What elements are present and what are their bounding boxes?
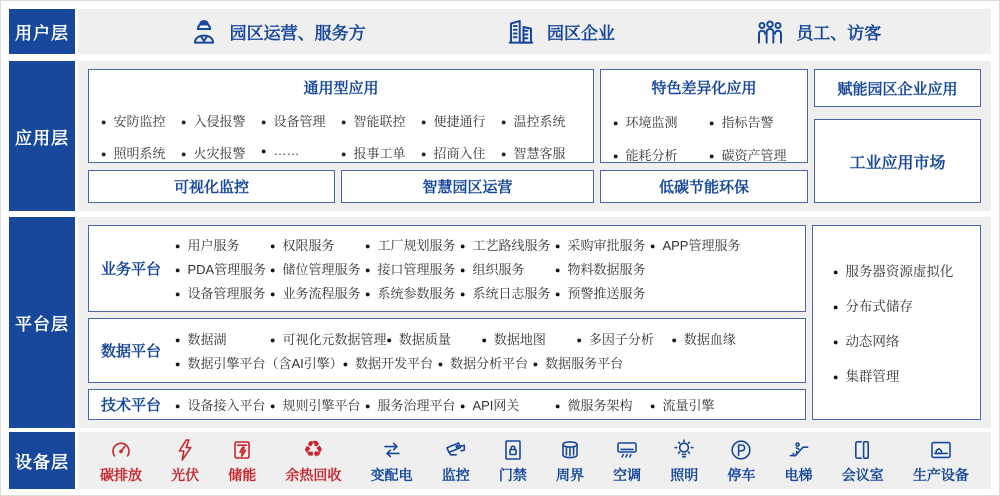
platform-layer-content [78, 217, 991, 428]
bullet-item: ● 系统日志服务 [460, 283, 555, 302]
business-platform-box [88, 225, 806, 312]
general-apps-column [88, 69, 594, 203]
icon-item-label: 空调 [613, 466, 642, 483]
bullet-item: ● 温控系统 [501, 111, 581, 130]
general-apps-box [88, 69, 594, 163]
enterprise-apps-column [814, 69, 981, 203]
bullet-row [601, 112, 807, 131]
air-conditioner-item [613, 437, 641, 485]
platform-layer-label: 平台层 [9, 217, 75, 428]
icon-item-label: 会议室 [841, 466, 884, 483]
parking-item [727, 437, 755, 485]
tech-platform-items [173, 390, 805, 419]
general-apps-title: 通用型应用 [303, 80, 379, 97]
escalator-icon [785, 437, 813, 463]
bullet-item: ● 便捷通行 [421, 111, 501, 130]
bullet-item: ● 集群管理 [833, 365, 980, 385]
bullet-item: ● 数据开发平台 [343, 353, 438, 372]
application-layer-content [78, 61, 991, 211]
bullet-item: ● 数据质量 [386, 329, 481, 348]
bullet-row [173, 329, 805, 348]
bullet-item: ● 可视化元数据管理 [270, 329, 386, 348]
gauge-icon [107, 437, 135, 463]
worker-item [188, 16, 366, 48]
user-layer-row [9, 9, 991, 54]
icon-item-label: 监控 [441, 466, 470, 483]
industrial-app-market-box: 工业应用市场 [814, 119, 981, 203]
bullet-item: ● 权限服务 [270, 235, 365, 254]
cctv-icon [442, 437, 470, 463]
bullet-row [173, 395, 805, 414]
bullet-row [173, 259, 805, 278]
exchange-arrows-item [371, 437, 413, 485]
application-layer-label: 应用层 [9, 61, 75, 211]
bullet-item: ● PDA管理服务 [175, 259, 270, 278]
machine-icon [927, 437, 955, 463]
application-layer-row [9, 61, 991, 211]
bullet-item: ● 报事工单 [341, 143, 421, 162]
bullet-item: ● 采购审批服务 [555, 235, 650, 254]
bullet-item: ● 招商入住 [421, 143, 501, 162]
bullet-item: ● 规则引擎平台 [270, 395, 365, 414]
escalator-item [785, 437, 813, 485]
bullet-item: ● 组织服务 [460, 259, 555, 278]
empower-enterprise-box: 赋能园区企业应用 [814, 69, 981, 107]
bullet-row [89, 111, 593, 130]
bullet-item: ● 安防监控 [101, 111, 181, 130]
bullet-item: ● 预警推送服务 [555, 283, 650, 302]
icon-item-label: 电梯 [784, 466, 813, 483]
people-icon [754, 16, 786, 48]
meeting-room-icon [849, 437, 877, 463]
data-platform-items [173, 324, 805, 377]
bullet-item: ● 智慧客服 [501, 143, 581, 162]
exchange-arrows-icon [378, 437, 406, 463]
bullet-item: ● …… [261, 143, 341, 162]
door-lock-icon [499, 437, 527, 463]
building-item [505, 16, 615, 48]
icon-item-label: 储能 [228, 466, 257, 483]
icon-item-label: 周界 [555, 466, 584, 483]
bullet-item: ● 环境监测 [613, 112, 709, 131]
recycle-icon: ♻ [303, 436, 324, 463]
bullet-item: ● 接口管理服务 [365, 259, 460, 278]
bullet-row [173, 235, 805, 254]
bullet-item: ● 照明系统 [101, 143, 181, 162]
icon-item-label: 余热回收 [285, 466, 342, 483]
bullet-item: ● 物料数据服务 [555, 259, 650, 278]
device-layer-label: 设备层 [9, 432, 75, 489]
bullet-item: ● 分布式储存 [833, 295, 980, 315]
icon-item-label: 碳排放 [100, 466, 142, 483]
infrastructure-box [812, 225, 981, 420]
bullet-row [173, 353, 805, 372]
special-apps-title: 特色差异化应用 [651, 80, 757, 97]
icon-item-label: 生产设备 [912, 466, 969, 483]
machine-item [913, 437, 969, 485]
tech-platform-title: 技术平台 [100, 397, 161, 414]
bullet-row [173, 283, 805, 302]
bullet-item: ● 动态网络 [833, 330, 980, 350]
icon-item-label: 园区运营、服务方 [229, 24, 366, 43]
bullet-item: ● 系统参数服务 [365, 283, 460, 302]
icon-item-label: 变配电 [370, 466, 413, 483]
bullet-item: ● 流量引擎 [650, 395, 745, 414]
bullet-row [89, 143, 593, 162]
business-platform-items [173, 230, 805, 307]
battery-storage-icon [228, 437, 256, 463]
low-carbon-box: 低碳节能环保 [600, 170, 808, 203]
bullet-item: ● APP管理服务 [650, 235, 745, 254]
bullet-item: ● 服务治理平台 [365, 395, 460, 414]
icon-item-label: 门禁 [498, 466, 527, 483]
bullet-item: ● 入侵报警 [181, 111, 261, 130]
bullet-row [601, 145, 807, 164]
bullet-item: ● 工艺路线服务 [460, 235, 555, 254]
bullet-item: ● 数据服务平台 [533, 353, 628, 372]
bullet-item: ● 智能联控 [341, 111, 421, 130]
gauge-item [100, 437, 142, 485]
bullet-item: ● 指标告警 [709, 112, 805, 131]
perimeter-item [556, 437, 584, 485]
bullet-item: ● 业务流程服务 [270, 283, 365, 302]
bullet-item: ● 数据血缘 [671, 329, 766, 348]
people-item [754, 16, 881, 48]
data-platform-box [88, 318, 806, 383]
icon-item-label: 照明 [670, 466, 699, 483]
bullet-item: ● 用户服务 [175, 235, 270, 254]
meeting-room-item [842, 437, 884, 485]
bullet-item: ● 数据引擎平台（含AI引擎） [175, 353, 343, 372]
perimeter-icon [556, 437, 584, 463]
bullet-item: ● 火灾报警 [181, 143, 261, 162]
platform-layer-row [9, 217, 991, 428]
worker-icon [188, 16, 220, 48]
icon-item-label: 园区企业 [546, 24, 615, 43]
building-icon [505, 16, 537, 48]
bullet-item: ● 能耗分析 [613, 145, 709, 164]
user-layer-label: 用户层 [9, 9, 75, 54]
icon-item-label: 员工、访客 [796, 24, 882, 43]
bullet-item: ● 工厂规划服务 [365, 235, 460, 254]
user-layer-content [78, 9, 991, 54]
battery-storage-item [228, 437, 256, 485]
lightning-item [171, 437, 199, 485]
bullet-item: ● 数据分析平台 [438, 353, 533, 372]
special-apps-items [601, 112, 807, 164]
bullet-item: ● 微服务架构 [555, 395, 650, 414]
bullet-item: ● 设备管理 [261, 111, 341, 130]
bullet-item: ● API网关 [460, 395, 555, 414]
light-item [670, 437, 698, 485]
bullet-item: ● 数据湖 [175, 329, 270, 348]
smart-park-operation-box: 智慧园区运营 [341, 170, 594, 203]
bullet-item: ● 碳资产管理 [709, 145, 805, 164]
device-layer-content [78, 432, 991, 489]
business-platform-title: 业务平台 [100, 261, 161, 278]
icon-item-label: 停车 [727, 466, 756, 483]
cctv-item [442, 437, 470, 485]
door-lock-item [499, 437, 527, 485]
lightning-icon [171, 437, 199, 463]
data-platform-title: 数据平台 [100, 343, 161, 360]
tech-platform-box [88, 389, 806, 420]
special-apps-box [600, 69, 808, 163]
bullet-item: ● 数据地图 [481, 329, 576, 348]
air-conditioner-icon [613, 437, 641, 463]
visual-monitoring-box: 可视化监控 [88, 170, 335, 203]
bullet-item: ● 储位管理服务 [270, 259, 365, 278]
device-layer-row [9, 432, 991, 489]
icon-item-label: 光伏 [171, 466, 200, 483]
general-apps-items [89, 111, 593, 162]
light-icon [670, 437, 698, 463]
recycle-item [285, 437, 341, 485]
bullet-item: ● 服务器资源虚拟化 [833, 260, 980, 280]
bullet-item: ● 多因子分析 [576, 329, 671, 348]
bullet-item: ● 设备管理服务 [175, 283, 270, 302]
bullet-item: ● 设备接入平台 [175, 395, 270, 414]
parking-icon [727, 437, 755, 463]
special-apps-column [600, 69, 808, 203]
